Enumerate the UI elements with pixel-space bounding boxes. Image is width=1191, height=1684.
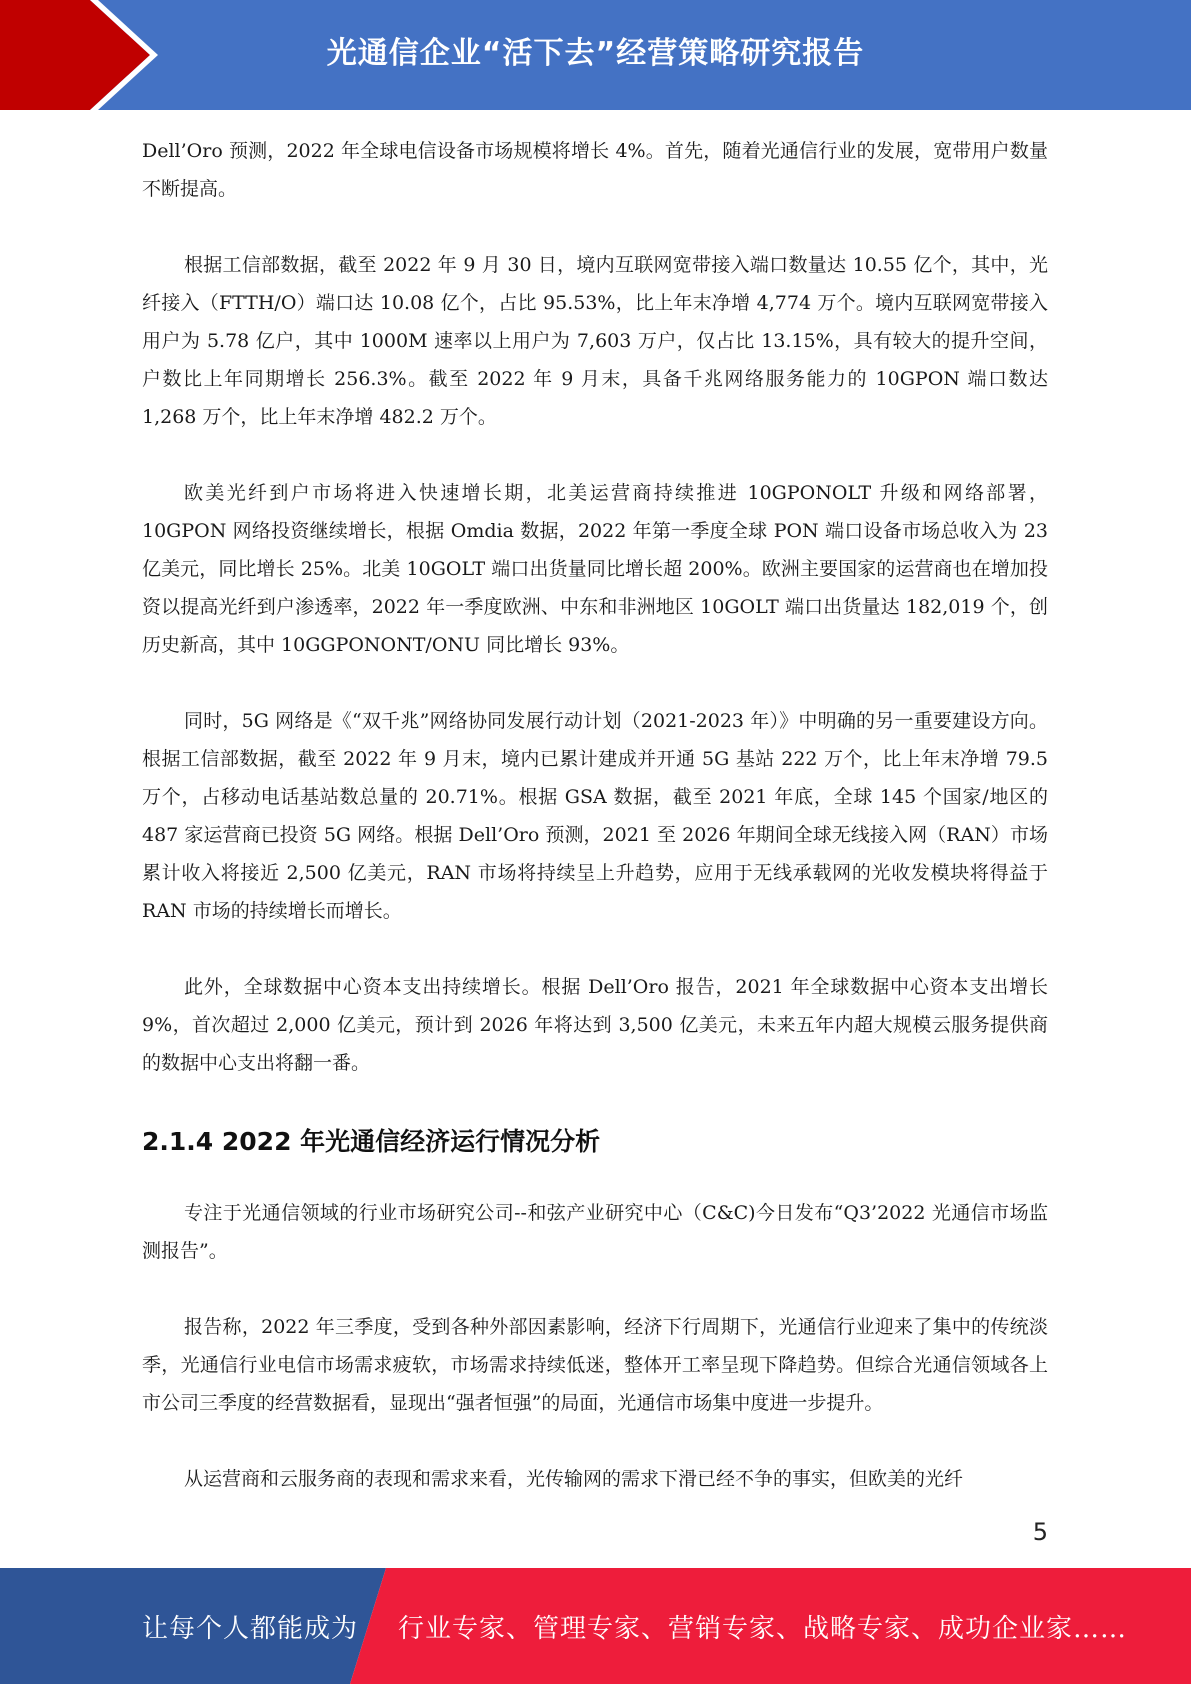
paragraph: 报告称，2022 年三季度，受到各种外部因素影响，经济下行周期下，光通信行业迎来了集中的传统淡季，光通信行业电信市场需求疲软，市场需求持续低迷，整体开工率呈现下降趋势。但综合光通信领域各上市公司三季度的经营数据看，显现出“强者恒强”的局面，光通信市场集中度进一步提升。: [142, 1316, 1048, 1414]
page-header: [0, 0, 1191, 110]
document-title: 光通信企业“活下去”经营策略研究报告: [326, 36, 865, 71]
section-heading: 2.1.4 2022 年光通信经济运行情况分析: [142, 1127, 601, 1156]
paragraph: 欧美光纤到户市场将进入快速增长期，北美运营商持续推进 10GPONOLT 升级和网络部署，10GPON 网络投资继续增长，根据 Omdia 数据，2022 年第一季度全球 PON 端口设备市场总收入为 23 亿美元，同比增长 25%。北美 10GOLT 端口出货量同比增长超 200%。欧洲主要国家的运营商也在增加投资以提高光纤到户渗透率，2022 年一季度欧洲、中东和非洲地区 10GOLT 端口出货量达 182,019 个，创历史新高，其中 10GGPONONT/ONU 同比增长 93%。: [142, 482, 1048, 656]
footer-slogan-left: 让每个人都能成为: [142, 1613, 359, 1644]
paragraph: 此外，全球数据中心资本支出持续增长。根据 Dell’Oro 报告，2021 年全球数据中心资本支出增长 9%，首次超过 2,000 亿美元，预计到 2026 年将达到 3,500 亿美元，未来五年内超大规模云服务提供商的数据中心支出将翻一番。: [142, 976, 1048, 1074]
paragraph: 同时，5G 网络是《“双千兆”网络协同发展行动计划（2021-2023 年）》中明确的另一重要建设方向。根据工信部数据，截至 2022 年 9 月末，境内已累计建成并开通 5G 基站 222 万个，比上年末净增 79.5 万个，占移动电话基站数总量的 20.71%。根据 GSA 数据，截至 2021 年底，全球 145 个国家/地区的 487 家运营商已投资 5G 网络。根据 Dell’Oro 预测，2021 至 2026 年期间全球无线接入网（RAN）市场累计收入将接近 2,500 亿美元，RAN 市场将持续呈上升趋势，应用于无线承载网的光收发模块将得益于 RAN 市场的持续增长而增长。: [142, 710, 1048, 922]
paragraph: 根据工信部数据，截至 2022 年 9 月 30 日，境内互联网宽带接入端口数量达 10.55 亿个，其中，光纤接入（FTTH/O）端口达 10.08 亿个，占比 95.53%，比上年末净增 4,774 万个。境内互联网宽带接入用户为 5.78 亿户，其中 1000M 速率以上用户为 7,603 万户，仅占比 13.15%，具有较大的提升空间，户数比上年同期增长 256.3%。截至 2022 年 9 月末，具备千兆网络服务能力的 10GPON 端口数达 1,268 万个，比上年末净增 482.2 万个。: [142, 254, 1048, 428]
paragraph: 专注于光通信领域的行业市场研究公司--和弦产业研究中心（C&C)今日发布“Q3’2022 光通信市场监测报告”。: [142, 1202, 1048, 1262]
page-content: [142, 132, 1048, 1536]
paragraph: 从运营商和云服务商的表现和需求来看，光传输网的需求下滑已经不争的事实，但欧美的光纤: [184, 1468, 964, 1490]
page-footer: [0, 1568, 1191, 1684]
paragraph: Dell’Oro 预测，2022 年全球电信设备市场规模将增长 4%。首先，随着光通信行业的发展，宽带用户数量不断提高。: [142, 140, 1048, 200]
page-number: 5: [1032, 1518, 1048, 1546]
footer-slogan-right: 行业专家、管理专家、营销专家、战略专家、成功企业家……: [398, 1613, 1128, 1644]
